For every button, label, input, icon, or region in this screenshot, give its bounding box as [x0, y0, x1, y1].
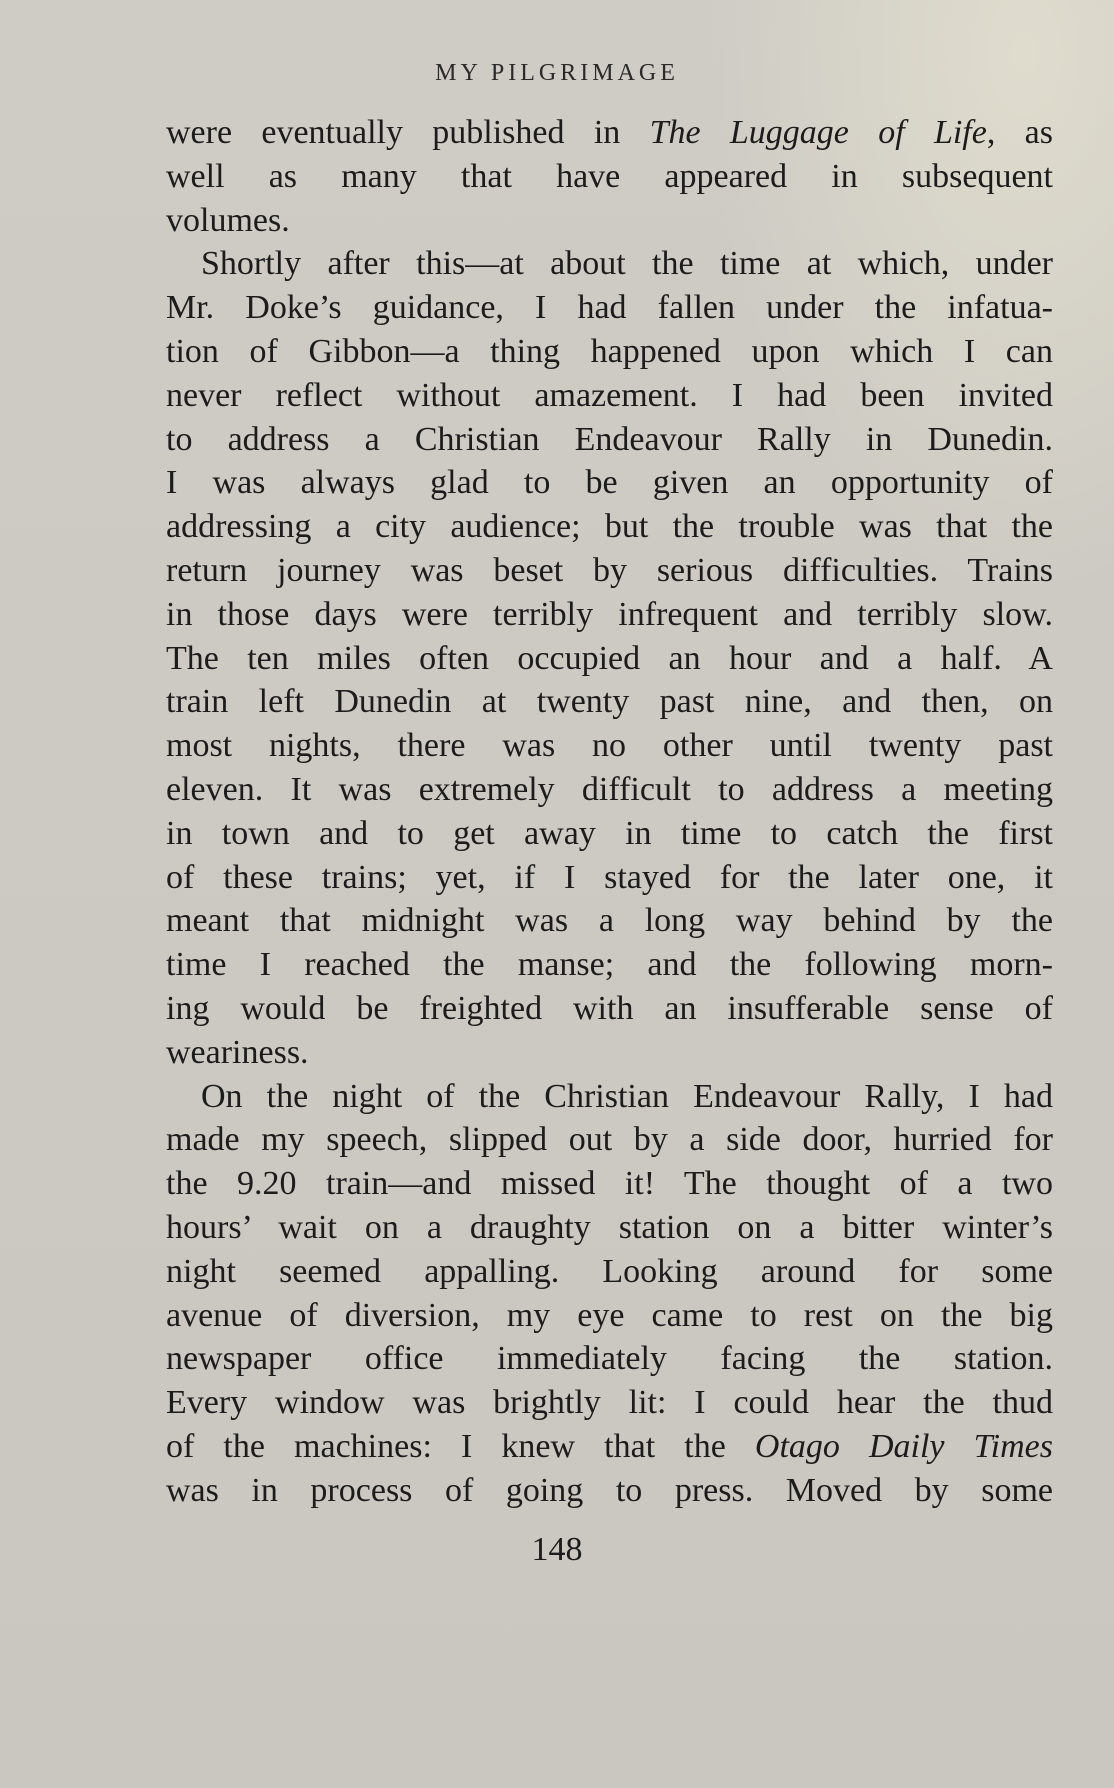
text-line: ing would be freighted with an insufferable sense of — [166, 989, 1053, 1027]
text-line: were eventually published in The Luggage of Life, as — [166, 114, 1053, 151]
text-line: of the machines: I knew that the Otago Daily Times — [166, 1427, 1053, 1465]
text-line: well as many that have appeared in subsequent — [166, 157, 1053, 195]
text-line: in town and to get away in time to catch the first — [166, 814, 1053, 852]
text-line: never reflect without amazement. I had been invited — [166, 376, 1053, 414]
text-line: meant that midnight was a long way behind by the — [166, 902, 1053, 940]
text-line: eleven. It was extremely difficult to address a meeting — [166, 770, 1053, 808]
paragraph-start: Shortly after this—at about the time at which, under — [201, 245, 1053, 283]
text-line: the 9.20 train—and missed it! The thought of a two — [166, 1165, 1053, 1203]
page-number: 148 — [531, 1531, 583, 1568]
newspaper-title: Otago Daily Times — [754, 1427, 1053, 1465]
text-line: Every window was brightly lit: I could hear the thud — [166, 1384, 1053, 1422]
text-line: train left Dunedin at twenty past nine, and then, on — [166, 683, 1053, 721]
text-line: tion of Gibbon—a thing happened upon which I can — [166, 332, 1053, 370]
paragraph-start: On the night of the Christian Endeavour Rally, I had — [201, 1077, 1053, 1115]
text-line: night seemed appalling. Looking around for some — [166, 1252, 1053, 1290]
text-line: Mr. Doke’s guidance, I had fallen under the infatua- — [166, 289, 1053, 327]
text-line: to address a Christian Endeavour Rally in Dunedin. — [166, 420, 1053, 458]
text-line: made my speech, slipped out by a side door, hurried for — [166, 1121, 1053, 1159]
text-line: avenue of diversion, my eye came to rest on the big — [166, 1296, 1053, 1334]
text-line: of these trains; yet, if I stayed for the later one, it — [166, 858, 1053, 896]
running-head: MY PILGRIMAGE — [435, 60, 679, 86]
book-title: The Luggage of Life — [649, 114, 987, 151]
text-line: was in process of going to press. Moved by some — [166, 1471, 1053, 1509]
text-line: The ten miles often occupied an hour and a half. A — [166, 639, 1053, 677]
text-line: newspaper office immediately facing the station. — [166, 1340, 1053, 1378]
text-line: volumes. — [166, 201, 290, 239]
body-text — [166, 111, 1053, 1513]
text-line: return journey was beset by serious difficulties. Trains — [166, 551, 1053, 589]
text-line: hours’ wait on a draughty station on a bitter winter’s — [166, 1208, 1053, 1246]
text-line: most nights, there was no other until twenty past — [166, 727, 1053, 765]
text-line: in those days were terribly infrequent and terribly slow. — [166, 595, 1053, 633]
text-line: I was always glad to be given an opportunity of — [166, 464, 1053, 502]
text-line: time I reached the manse; and the following morn- — [166, 946, 1053, 984]
text-line: weariness. — [166, 1033, 309, 1071]
text-line: addressing a city audience; but the trouble was that the — [166, 508, 1053, 546]
